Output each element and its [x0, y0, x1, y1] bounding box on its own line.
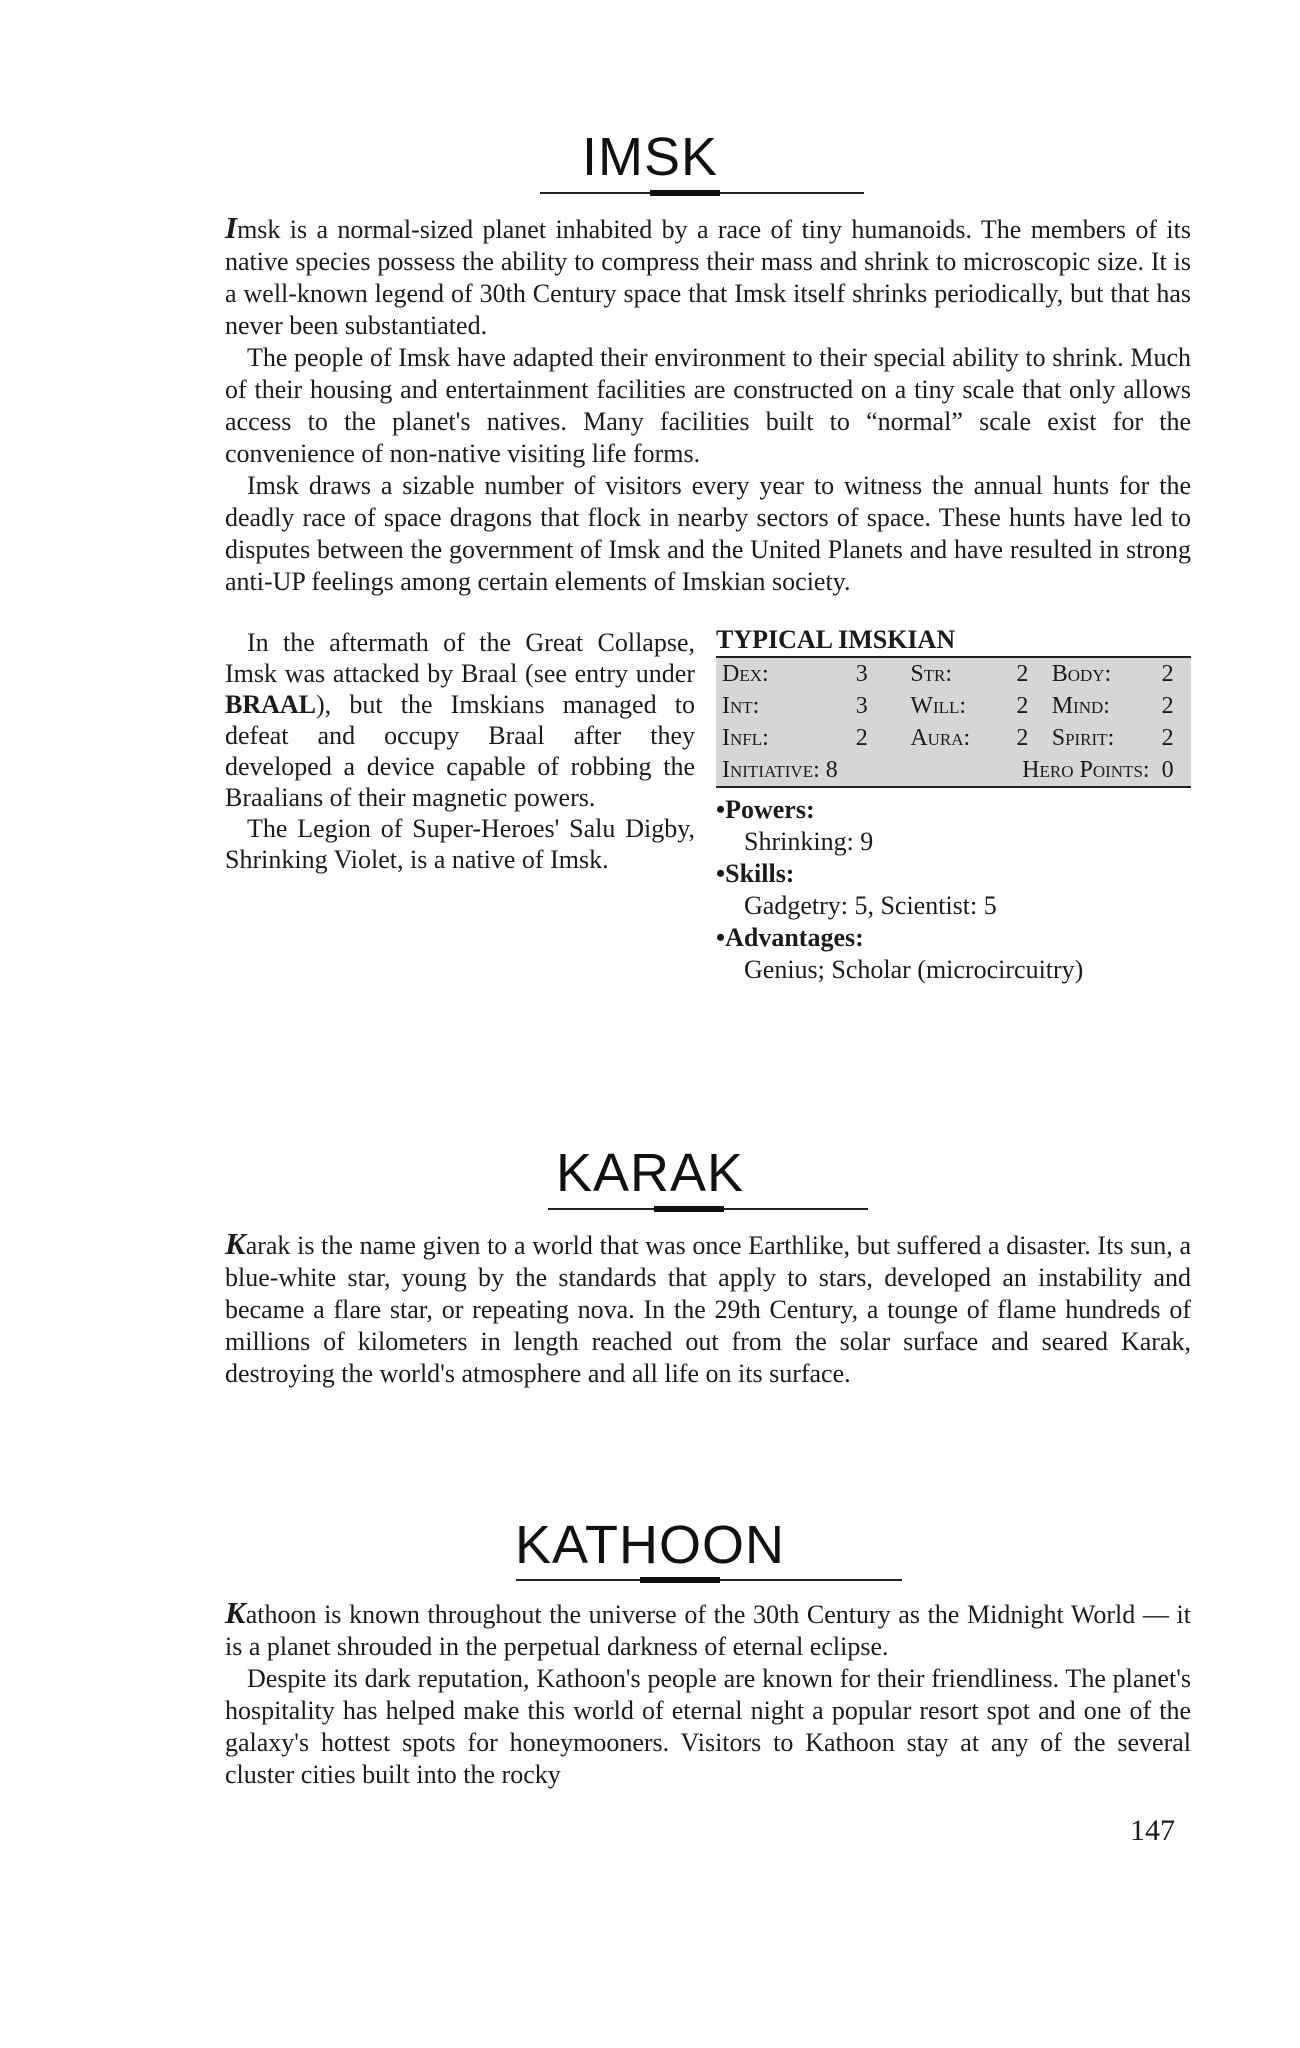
- karak-text: [225, 1228, 1191, 1390]
- imsk-drop-cap: I: [225, 210, 238, 245]
- attribute-table: [716, 658, 1191, 788]
- advantages-label: •Advantages:: [716, 923, 864, 952]
- powers-label: •Powers:: [716, 795, 815, 824]
- karak-paragraph-1: Karak is the name given to a world that was once Earthlike, but suffered a disaster. Its sun, a blue-white star, young by the standards that apply to stars, developed an instability and became a flare star, or repeating nova. In the 29th Century, a tounge of flame hundreds of millions of kilometers in length reached out from the solar surface and seared Karak, destroying the world's atmosphere and all life on its surface.: [225, 1226, 1191, 1388]
- page-number: 147: [1130, 1814, 1175, 1847]
- imsk-paragraph-2: The people of Imsk have adapted their environment to their special ability to shrink. Much of their housing and entertainment facilities are constructed on a tiny scale that only allows access to the planet's natives. Many facilities built to “normal” scale exist for the convenience of non-native visiting life forms.: [225, 343, 1191, 468]
- imsk-paragraph-5: The Legion of Super-Heroes' Salu Digby, Shrinking Violet, is a native of Imsk.: [225, 814, 695, 874]
- initiative-row: Initiative: 8 Hero Points: 0: [722, 756, 1174, 783]
- stat-block-title: TYPICAL IMSKIAN: [716, 624, 1191, 658]
- kathoon-drop-cap: K: [225, 1595, 246, 1630]
- powers-value: Shrinking: 9: [744, 827, 874, 856]
- karak-heading: KARAK: [555, 1143, 745, 1203]
- imsk-left-column: [225, 627, 695, 875]
- kathoon-paragraph-2: Despite its dark reputation, Kathoon's people are known for their friendliness. The planet's hospitality has helped make this world of eternal night a popular resort spot and one of the galaxy's hottest spots for honeymooners. Visitors to Kathoon stay at any of the several cluster cities built into the rocky: [225, 1664, 1191, 1789]
- karak-drop-cap: K: [225, 1226, 246, 1261]
- kathoon-heading: KATHOON: [514, 1515, 785, 1575]
- imsk-paragraph-3: Imsk draws a sizable number of visitors every year to witness the annual hunts for the deadly race of space dragons that flock in nearby sectors of space. These hunts have led to disputes between the government of Imsk and the United Planets and have resulted in strong anti-UP feelings among certain elements of Imskian society.: [225, 471, 1191, 596]
- skills-label: •Skills:: [716, 859, 795, 888]
- advantages-value: Genius; Scholar (microcircuitry): [744, 955, 1084, 984]
- imsk-heading: IMSK: [581, 127, 719, 187]
- kathoon-text: [225, 1597, 1191, 1791]
- stat-block: [716, 624, 1191, 986]
- imsk-intro: [225, 212, 1191, 598]
- attribute-row: Int: 3 Will: 2 Mind: 2: [722, 692, 1174, 719]
- stat-block-abilities: [716, 794, 1191, 986]
- kathoon-paragraph-1: Kathoon is known throughout the universe of the 30th Century as the Midnight World — it is a planet shrouded in the perpetual darkness of eternal eclipse.: [225, 1595, 1191, 1661]
- attribute-row: Dex: 3 Str: 2 Body: 2: [722, 660, 1174, 687]
- skills-value: Gadgetry: 5, Scientist: 5: [744, 891, 997, 920]
- attribute-row: Infl: 2 Aura: 2 Spirit: 2: [722, 724, 1174, 751]
- imsk-paragraph-4: In the aftermath of the Great Collapse, Imsk was attacked by Braal (see entry under BRAAL), but the Imskians managed to defeat and occupy Braal after they developed a device capable of robbing the Braalians of their magnetic powers.: [225, 628, 695, 812]
- braal-cross-reference: BRAAL: [225, 690, 317, 719]
- imsk-paragraph-1: Imsk is a normal-sized planet inhabited by a race of tiny humanoids. The members of its native species possess the ability to compress their mass and shrink to microscopic size. It is a well-known legend of 30th Century space that Imsk itself shrinks periodically, but that has never been substantiated.: [225, 210, 1191, 340]
